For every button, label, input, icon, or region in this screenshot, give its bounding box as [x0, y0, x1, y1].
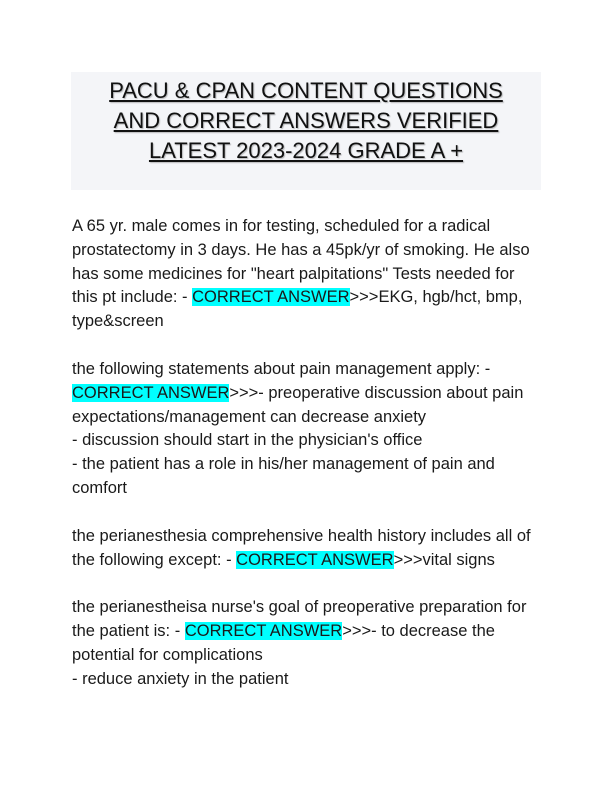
answer-text: >>>- preoperative discussion about pain expectations/management can decrease anxiety — [72, 383, 524, 426]
correct-answer-marker: CORRECT ANSWER — [192, 288, 350, 307]
question-text: A 65 yr. male comes in for testing, scheduled for a radical prostatectomy in 3 days. He has a 45pk/yr of smoking. He also has some medicines for "heart palpitations" Tests needed for this pt include: - — [72, 217, 530, 307]
correct-answer-marker: CORRECT ANSWER — [236, 550, 394, 569]
question-text: the perianesthesia comprehensive health history includes all of the following except: - — [72, 526, 531, 569]
title-line: AND CORRECT ANSWERS VERIFIED — [113, 108, 499, 133]
answer-extra-line: - discussion should start in the physician's office — [72, 431, 423, 450]
qa-item — [72, 358, 544, 501]
correct-answer-marker: CORRECT ANSWER — [72, 383, 230, 402]
answer-text: >>>- to decrease the potential for complications — [72, 622, 495, 664]
correct-answer-marker: CORRECT ANSWER — [184, 622, 343, 641]
qa-list — [72, 215, 544, 716]
answer-extra-line: - the patient has a role in his/her management of pain and comfort — [72, 455, 495, 497]
title-line: PACU & CPAN CONTENT QUESTIONS — [109, 78, 503, 103]
title-box — [71, 72, 541, 190]
answer-text: >>>vital signs — [393, 550, 495, 569]
qa-item — [72, 525, 544, 573]
document-title — [71, 72, 541, 166]
question-text: the perianestheisa nurse's goal of preoperative preparation for the patient is: - — [72, 598, 527, 641]
answer-extra-line: - reduce anxiety in the patient — [72, 669, 289, 688]
question-text: the following statements about pain management apply: - — [72, 359, 491, 378]
qa-item — [72, 215, 544, 334]
answer-text: >>>EKG, hgb/hct, bmp, type&screen — [72, 288, 523, 331]
title-line: LATEST 2023-2024 GRADE A + — [148, 138, 464, 163]
qa-item — [72, 596, 544, 691]
